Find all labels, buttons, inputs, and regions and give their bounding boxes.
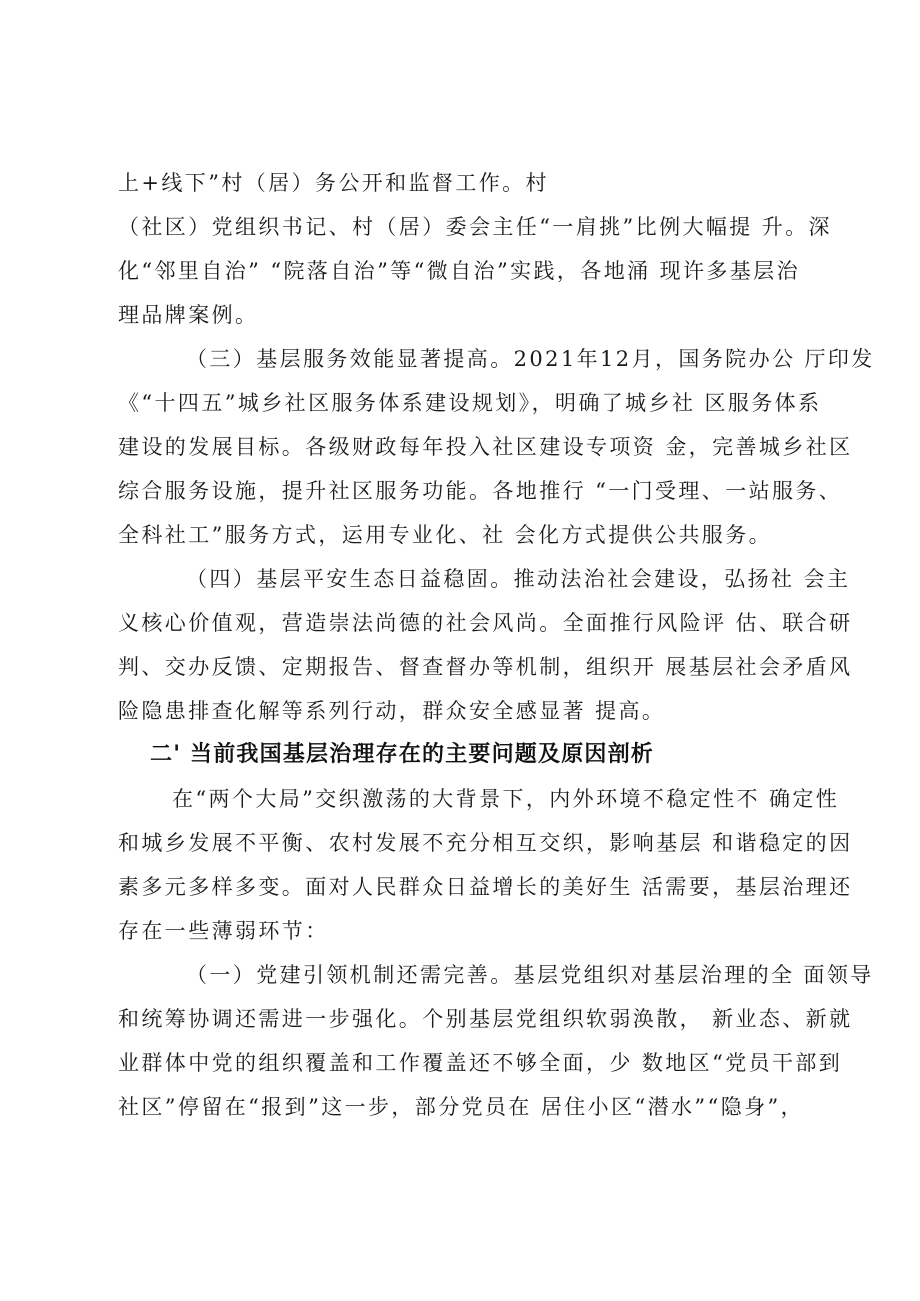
text-line: 险隐患排查化解等系列行动，群众安全感显著 提高。 [118,699,666,723]
text-line: （一）党建引领机制还需完善。基层党组织对基层治理的全 面领导 [186,963,874,987]
text-line: 判、交办反馈、定期报告、督查督办等机制，组织开 展基层社会矛盾风 [118,655,853,679]
text-line: 全科社工”服务方式，运用专业化、社 会化方式提供公共服务。 [118,523,773,547]
text-line: 建设的发展目标。各级财政每年投入社区建设专项资 金，完善城乡社区 [118,435,853,459]
text-line: 理品牌案例。 [118,303,259,327]
text-line: 和统筹协调还需进一步强化。个别基层党组织软弱涣散， 新业态、新就 [118,1007,853,1031]
text-line: 上+线下”村（居）务公开和监督工作。村 [118,171,549,195]
text-line: 《“十四五”城乡社区服务体系建设规划》，明确了城乡社 区服务体系 [118,391,822,415]
text-line: 综合服务设施，提升社区服务功能。各地推行 “一门受理、一站服务、 [118,479,843,503]
text-line: （三）基层服务效能显著提高。2021年12月，国务院办公 厅印发 [186,347,875,371]
text-line: （四）基层平安生态日益稳固。推动法治社会建设，弘扬社 会主 [186,567,851,591]
text-line: 义核心价值观，营造崇法尚德的社会风尚。全面推行风险评 估、联合研 [118,611,853,635]
text-line: 和城乡发展不平衡、农村发展不充分相互交织，影响基层 和谐稳定的因 [118,831,853,855]
text-line: 化“邻里自治” “院落自治”等“微自治”实践，各地涌 现许多基层治 [118,259,800,283]
text-line: 素多元多样多变。面对人民群众日益增长的美好生 活需要，基层治理还 [118,875,853,899]
text-line: 业群体中党的组织覆盖和工作覆盖还不够全面，少 数地区“党员干部到 [118,1051,843,1075]
section-heading: 二' 当前我国基层治理存在的主要问题及原因剖析 [150,742,654,767]
text-line: 在“两个大局”交织激荡的大背景下，内外环境不稳定性不 确定性 [172,787,840,811]
text-line: （社区）党组织书记、村（居）委会主任“一肩挑”比例大幅提 升。深 [118,215,832,239]
text-line: 社区”停留在“报到”这一步，部分党员在 居住小区“潜水”“隐身”， [118,1095,805,1119]
text-line: 存在一些薄弱环节： [118,919,329,943]
